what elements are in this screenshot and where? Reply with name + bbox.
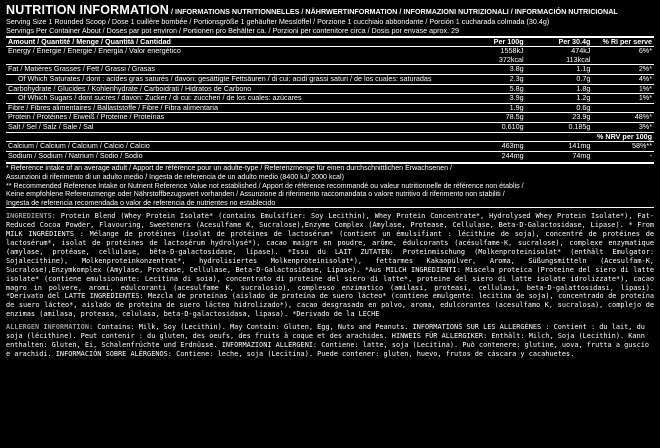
value-per-serving: 474kJ 113kcal — [526, 47, 593, 65]
value-per-100g: 5.8g — [469, 84, 525, 94]
nutrient-name: Salt / Sel / Salz / Sale / Sal — [6, 122, 469, 132]
nutrient-row — [6, 47, 654, 65]
allergen-text: Contains: Milk, Soy (Lecithin). May Contain: Gluten, Egg, Nuts and Peanuts. INFORMATIONS SUR LES ALLERGÈNES : Contient : du lait, du soja (lécithine). Peut contenir : du gluten, des oeufs, des fruits à coque et des arachides. HINWEIS FÜR ALLERGIKER: Enthält: Milch, Soja (Lecithin). Kann enthalten: Gluten, Ei, Schalenfrüchte und Erdnüsse. INFORMAZIONI ALLERGENI: Contiene: latte, soja (Lecitina). Può contenere: glutine, uova, frutta a guscio e arachidi. INFORMACIÓN SOBRE ALÉRGENOS: Contiene: leche, soja (Lecitina). Puede contener: gluten, huevo, frutos de cáscara y cacahuetes. — [6, 323, 650, 358]
value-per-serving: 1.2g — [526, 94, 593, 104]
nutrient-name: Fat / Matières Grasses / Fett / Grassi / Grasas — [6, 65, 469, 75]
nrv-header: % NRV per 100g — [592, 132, 654, 142]
value-per-100g: 3.8g — [469, 65, 525, 75]
value-ri: 3%* — [592, 122, 654, 132]
nutrient-row — [6, 142, 654, 152]
value-ri: 58%** — [592, 142, 654, 152]
value-per-100g: 1558kJ 372kcal — [469, 47, 525, 65]
nutrient-row — [6, 113, 654, 123]
nutrition-table — [6, 38, 654, 161]
value-per-serving: 0.7g — [526, 74, 593, 84]
footnotes — [6, 162, 654, 208]
nutrient-row — [6, 122, 654, 132]
title-translations: / INFORMATIONS NUTRITIONNELLES / NÄHRWERTINFORMATION / INFORMAZIONI NUTRIZIONALI / INFORMACIÓN NUTRICIONAL — [168, 7, 618, 16]
servings-per-container: Servings Per Container About / Doses par pot environ / Portionen pro Behälter ca. / Porzioni per contenitore circa / Dosis por envase aprox. 29 — [6, 26, 460, 36]
header-per-100g: Per 100g — [493, 36, 524, 46]
nutrient-name: Energy / Énergie / Energie / Energia / Valor energético — [6, 47, 469, 65]
header-ri: % RI per serve — [602, 36, 652, 46]
value-per-100g: 244mg — [469, 151, 525, 160]
nutrient-name: Of Which Saturates / dont : acides gras saturés / davon: gesättigte Fettsäuren / di cui: acidi grassi saturi / de los cuales: saturadas — [6, 74, 469, 84]
value-ri: - — [592, 151, 654, 160]
ingredients-text: Protein Blend (Whey Protein Isolate* (contains Emulsifier: Soy Lecithin), Whey Protein Concentrate*, Hydrolysed Whey Protein Isolate*), Fat-Reduced Cocoa Powder, Flavouring, Sweeteners (Acesulfame K, Sucralose),Enzyme Complex (Amylase, Protease, Cellulase, Beta-D-Galactosidase, Lipase). * From MILK INGRÉDIENTS : Mélange de protéines (isolat de protéines de lactosérum* (contient un émulsifiant : lécithine de soja), concentré de protéines de lactosérum*, isolat de protéines de lactosérum hydrolysé*), cacao maigre en poudre, arôme, édulcorants (acésulfame-K, sucralose), complexe enzymatique (amylase, protéase, cellulase, bêta-D-galactosidase, lipase). *Issu du LAIT ZUTATEN: Proteinmischung (Molkenproteinisolat* (enthält Emulgator: Sojalecithine), Molkenproteinkonzentrat*, hydrolisiertes Molkenproteinisolat*), fettarmes Kakaopulver, Aroma, Süßungsmitteln (Acesulfam-K, Sucralose),Enzymkomplex (Amylase, Protease, Cellulase, Beta-D-Galactosidase, Lipase). *Aus MILCH INGREDIENTI: Miscela proteica (Proteine del siero di latte isolate* (contiene emulsionante: Lecitina di soia), concentrato di proteine del siero di latte*, proteine del siero di latte isolate idrolizzate*), cacao magro in polvere, aromi, edulcoranti (acesulfame K, sucralosio), complesso enzimatico (amilasi, proteasi, cellulasi, beta-D-galattosidasi, lipasi). *Derivato del LATTE INGREDIENTES: Mezcla de proteínas (aislado de proteína de suero lácteo* (contiene emulgente: lecitina de soja), concentrado de proteína de suero lácteo*, aislado de proteína de suero lácteo hidrolizado*), cacao desgrasado en polvo, aroma, edulcorantes (acesulfamo K, sucralosa), complejo de enzimas (amilasa, proteasa, celulasa, beta-D-galactosidasa, lipasa). *Derivado de la LECHE — [6, 212, 654, 319]
value-ri: 1%* — [592, 94, 654, 104]
nutrient-name: Carbohydrate / Glucides / Kohlenhydrate / Carboidrati / Hidratos de Carbono — [6, 84, 469, 94]
value-ri: 6%* — [592, 47, 654, 65]
ingredients-header: INGREDIENTS: — [6, 212, 56, 221]
footnote-line: * Reference intake of an average adult / Apport de référence pour un adulte-type / Referenzmenge für einen durchschnittlichen Erwachsenen / — [6, 164, 452, 173]
footnote-line: Assunzioni di riferimento di un adulto medio / Ingesta de referencia de un adulto medio (8400 kJ/ 2000 kcal) — [6, 172, 344, 181]
value-ri: 1%* — [592, 84, 654, 94]
value-per-100g: 3.9g — [469, 94, 525, 104]
value-per-serving: 1.1g — [526, 65, 593, 75]
value-per-serving: 1.8g — [526, 84, 593, 94]
value-per-100g: 2.3g — [469, 74, 525, 84]
nutrient-name: Protein / Protéines / Eiweiß / Proteine / Proteínas — [6, 113, 469, 123]
nutrient-row — [6, 74, 654, 84]
nutrient-name: Sodium / Sodium / Natrium / Sodio / Sodio — [6, 151, 469, 160]
header-amount: Amount / Quantité / Menge / Quantità / Cantidad — [8, 36, 171, 46]
nutrient-row — [6, 94, 654, 104]
nutrient-row — [6, 151, 654, 160]
nutrient-name: Calcium / Calcium / Calcium / Calcio / Calcio — [6, 142, 469, 152]
footnote-line: Ingesta de referencia recomendada o valor de referencia de nutrientes no establecido — [6, 198, 276, 207]
value-per-serving: 74mg — [526, 151, 593, 160]
value-per-100g: 463mg — [469, 142, 525, 152]
allergen-header: ALLERGEN INFORMATION: — [6, 323, 94, 332]
label-title — [6, 3, 654, 17]
footnote-line: ** Recommended Reference Intake or Nutrient Reference Value not established / Apport de référence recommandé ou valeur nutritionnelle de référence non établis / — [6, 181, 524, 190]
value-per-100g: 78.5g — [469, 113, 525, 123]
title-main: NUTRITION INFORMATION — [6, 3, 169, 17]
divider — [6, 207, 654, 208]
value-per-serving: 141mg — [526, 142, 593, 152]
value-per-serving: 0.185g — [526, 122, 593, 132]
value-per-serving: 23.9g — [526, 113, 593, 123]
nutrient-name: Fibre / Fibres alimentaires / Ballaststoffe / Fibre / Fibra alimentaria — [6, 103, 469, 113]
footnote-line: Keine empfohlene Referenzmenge oder Nährstoffbezugswert vorhanden / Assunzione di riferimento raccomandata o valore nutritivo di riferimento non stabiliti / — [6, 190, 505, 199]
value-ri: 48%* — [592, 113, 654, 123]
ingredients-block — [6, 212, 654, 319]
value-per-100g: 1.9g — [469, 103, 525, 113]
value-per-100g: 0.610g — [469, 122, 525, 132]
nutrient-name: Of Which Sugars / dont sucres / davon: Zucker / di cui: zuccheri / de los cuales: azúcares — [6, 94, 469, 104]
header-per-serving: Per 30.4g — [558, 36, 591, 46]
allergen-block — [6, 323, 654, 359]
value-per-serving: 0.6g — [526, 103, 593, 113]
value-ri: 4%* — [592, 74, 654, 84]
serving-size: Serving Size 1 Rounded Scoop / Dose 1 cuillère bombée / Portionsgröße 1 gehäufter Messlöffel / Porzione 1 cucchiaio abbondante / Porción 1 cucharada colmada (30.4g) — [6, 17, 550, 26]
value-ri: 2%* — [592, 65, 654, 75]
